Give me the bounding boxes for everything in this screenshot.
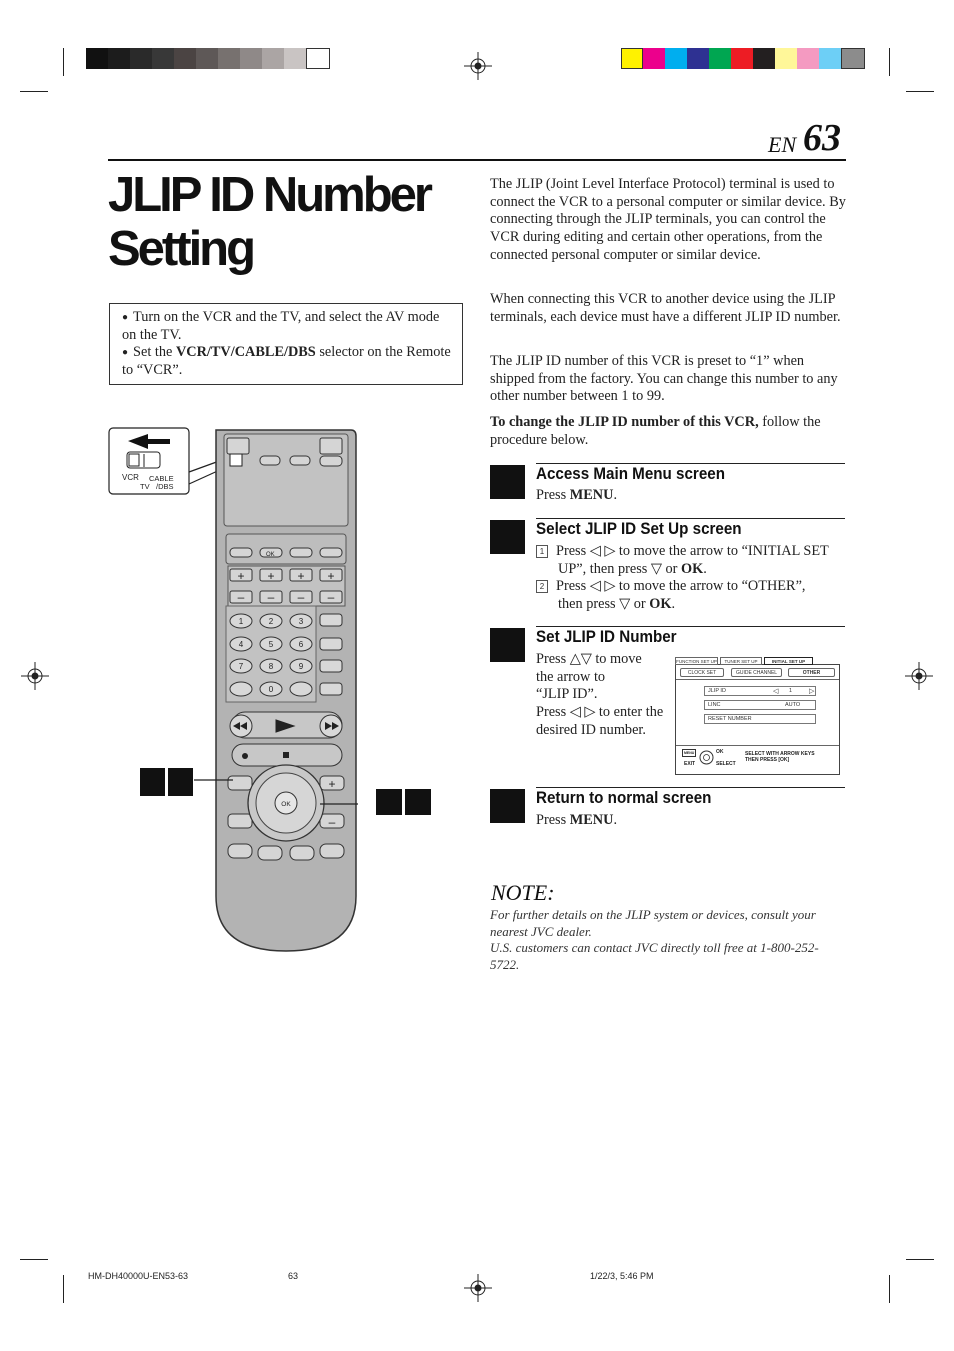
osd-hint-1: SELECT WITH ARROW KEYS — [745, 751, 815, 757]
osd-select: SELECT — [716, 761, 736, 767]
step-3-marker — [490, 628, 525, 662]
step-4-body: Press MENU. — [536, 812, 618, 828]
step-4-heading: Return to normal screen — [536, 789, 712, 807]
color-swatch — [665, 48, 687, 69]
crop-mark — [63, 1275, 64, 1303]
intro-paragraph-4: To change the JLIP ID number of this VCR, follow the procedure below. — [490, 414, 821, 448]
color-swatch — [775, 48, 797, 69]
bullet-dot-icon: ● — [122, 347, 129, 358]
switch-label-dbs: /DBS — [156, 482, 174, 491]
minus-label: – — [297, 590, 305, 604]
joystick-ok-label: OK — [281, 801, 291, 808]
step-ref-box — [140, 768, 165, 796]
osd-divider — [676, 745, 839, 746]
intro-paragraph-3: The JLIP ID number of this VCR is preset to “1” when shipped from the factory. You can change this number to any other number between 1 to 99. — [490, 353, 838, 405]
title-line-1: JLIP ID Number — [108, 168, 430, 222]
plus-label: + — [267, 569, 275, 583]
record-icon — [242, 753, 248, 759]
intro-paragraph-2: When connecting this VCR to another device using the JLIP terminals, each device must have a different JLIP ID number. — [490, 291, 841, 325]
key-9: 9 — [298, 662, 304, 671]
osd-clock-set: CLOCK SET — [680, 668, 724, 677]
crop-mark — [889, 48, 890, 76]
osd-exit: EXIT — [684, 761, 696, 767]
color-swatch — [687, 48, 709, 69]
osd-guide-channel: GUIDE CHANNEL — [731, 668, 782, 677]
osd-hint-2: THEN PRESS [OK] — [745, 757, 790, 763]
preparation-bullet-1: ● Turn on the VCR and the TV, and select the AV mode on the TV. — [122, 309, 440, 343]
key-3: 3 — [298, 617, 304, 626]
gray-swatch — [262, 48, 284, 69]
registration-mark-left — [21, 662, 49, 690]
note-heading: NOTE: — [491, 880, 555, 905]
ok-label-top: OK — [266, 552, 275, 558]
key-6: 6 — [298, 640, 304, 649]
switch-label-tv: TV — [140, 482, 150, 491]
substep-1: 1 Press ◁ ▷ to move the arrow to “INITIAL SET — [536, 543, 846, 561]
title-line-2: Setting — [108, 222, 254, 276]
color-swatch — [709, 48, 731, 69]
minus-label: – — [327, 590, 335, 604]
crop-mark — [906, 1259, 934, 1260]
color-swatch — [643, 48, 665, 69]
osd-ok: OK — [716, 749, 724, 755]
crop-mark — [20, 1259, 48, 1260]
osd-divider — [676, 679, 839, 680]
intro-paragraph-1: The JLIP (Joint Level Interface Protocol) terminal is used to connect the VCR to a personal computer or similar device. By connecting through the JLIP terminals, you can control the VCR during editing and certain other operations, from the connected personal computer or similar device. — [490, 176, 846, 263]
remote-control-illustration — [108, 426, 358, 954]
step-rule — [536, 787, 845, 788]
osd-left-arrow-icon: ◁ — [773, 688, 779, 695]
gray-swatch — [108, 48, 130, 69]
minus-label: – — [328, 815, 336, 829]
gray-swatch — [196, 48, 218, 69]
osd-tab-tuner: TUNER SET UP — [720, 657, 762, 665]
osd-linc-row: LINC AUTO — [704, 700, 816, 710]
color-swatch — [753, 48, 775, 69]
crop-mark — [63, 48, 64, 76]
key-0: 0 — [268, 685, 274, 694]
step-rule — [536, 463, 845, 464]
key-7: 7 — [238, 662, 244, 671]
osd-menu-key: MENU — [684, 751, 695, 755]
step-ref-box — [168, 768, 193, 796]
step-rule — [536, 626, 845, 627]
osd-reset-row: RESET NUMBER — [704, 714, 816, 724]
step-2-body — [536, 543, 846, 614]
osd-tab-initial: INITIAL SET UP — [764, 657, 813, 665]
step-rule — [536, 518, 845, 519]
key-2: 2 — [268, 617, 274, 626]
step-ref-box-left — [140, 768, 194, 796]
osd-tab-function: FUNCTION SET UP — [676, 659, 717, 664]
plus-label: + — [237, 569, 245, 583]
step-1-body: Press MENU. — [536, 487, 618, 503]
osd-right-arrow-icon: ▷ — [809, 688, 815, 695]
substep-2-cont: then press ▽ or OK. — [558, 596, 676, 613]
gray-swatch — [284, 48, 306, 69]
osd-other: OTHER — [788, 668, 835, 677]
step-ref-box — [376, 789, 402, 815]
plus-label: + — [328, 777, 336, 791]
step-3-body: Press △▽ to move the arrow to “JLIP ID”. Press ◁ ▷ to enter the desired ID number. — [536, 651, 664, 738]
preparation-box — [109, 303, 463, 385]
osd-jlip-id-row: JLIP ID ◁ 1 ▷ — [704, 686, 816, 696]
page-header — [768, 118, 848, 162]
gray-swatch — [86, 48, 108, 69]
gray-swatch — [174, 48, 196, 69]
color-swatch — [621, 48, 643, 69]
color-swatch — [819, 48, 841, 69]
gray-swatch — [152, 48, 174, 69]
switch-label-cable: CABLE — [149, 474, 174, 483]
page-title — [108, 168, 430, 276]
substep-1-cont: UP”, then press ▽ or OK. — [558, 560, 707, 577]
switch-label-vcr: VCR — [122, 473, 139, 482]
gray-swatch — [306, 48, 330, 69]
step-1-marker — [490, 465, 525, 499]
color-swatch — [731, 48, 753, 69]
gray-swatch — [218, 48, 240, 69]
key-1: 1 — [238, 617, 244, 626]
bullet-dot-icon: ● — [122, 312, 129, 323]
step-4-marker — [490, 789, 525, 823]
plus-label: + — [327, 569, 335, 583]
footer-file: HM-DH40000U-EN53-63 — [88, 1271, 189, 1281]
osd-joystick-icon — [699, 750, 714, 765]
color-swatch — [797, 48, 819, 69]
crop-mark — [889, 1275, 890, 1303]
minus-label: – — [237, 590, 245, 604]
stop-icon — [283, 752, 289, 758]
plus-label: + — [297, 569, 305, 583]
key-5: 5 — [268, 640, 274, 649]
step-3-heading: Set JLIP ID Number — [536, 628, 677, 646]
color-swatch — [841, 48, 865, 69]
step-1-heading: Access Main Menu screen — [536, 465, 725, 483]
step-ref-box-right — [376, 789, 432, 815]
substep-2: 2 Press ◁ ▷ to move the arrow to “OTHER”, — [536, 578, 846, 596]
registration-mark-bottom — [464, 1274, 492, 1302]
step-2-marker — [490, 520, 525, 554]
key-8: 8 — [268, 662, 274, 671]
step-2-heading: Select JLIP ID Set Up screen — [536, 520, 742, 538]
key-4: 4 — [238, 640, 244, 649]
crop-mark — [20, 91, 48, 92]
registration-mark-right — [905, 662, 933, 690]
footer-date: 1/22/3, 5:46 PM — [590, 1271, 654, 1281]
footer-page: 63 — [288, 1271, 299, 1281]
crop-mark — [906, 91, 934, 92]
minus-label: – — [267, 590, 275, 604]
preparation-bullet-2: ● Set the VCR/TV/CABLE/DBS selector on the Remote to “VCR”. — [122, 344, 451, 378]
page-number: 63 — [803, 117, 841, 159]
note-body: For further details on the JLIP system or devices, consult your nearest JVC dealer. U.S. customers can contact JVC directly toll free at 1-800-252-5722. — [490, 907, 819, 972]
header-rule — [108, 159, 846, 161]
step-ref-box — [405, 789, 431, 815]
language-label: EN — [768, 132, 797, 157]
registration-mark-top — [464, 52, 492, 80]
gray-swatch — [240, 48, 262, 69]
gray-swatch — [130, 48, 152, 69]
